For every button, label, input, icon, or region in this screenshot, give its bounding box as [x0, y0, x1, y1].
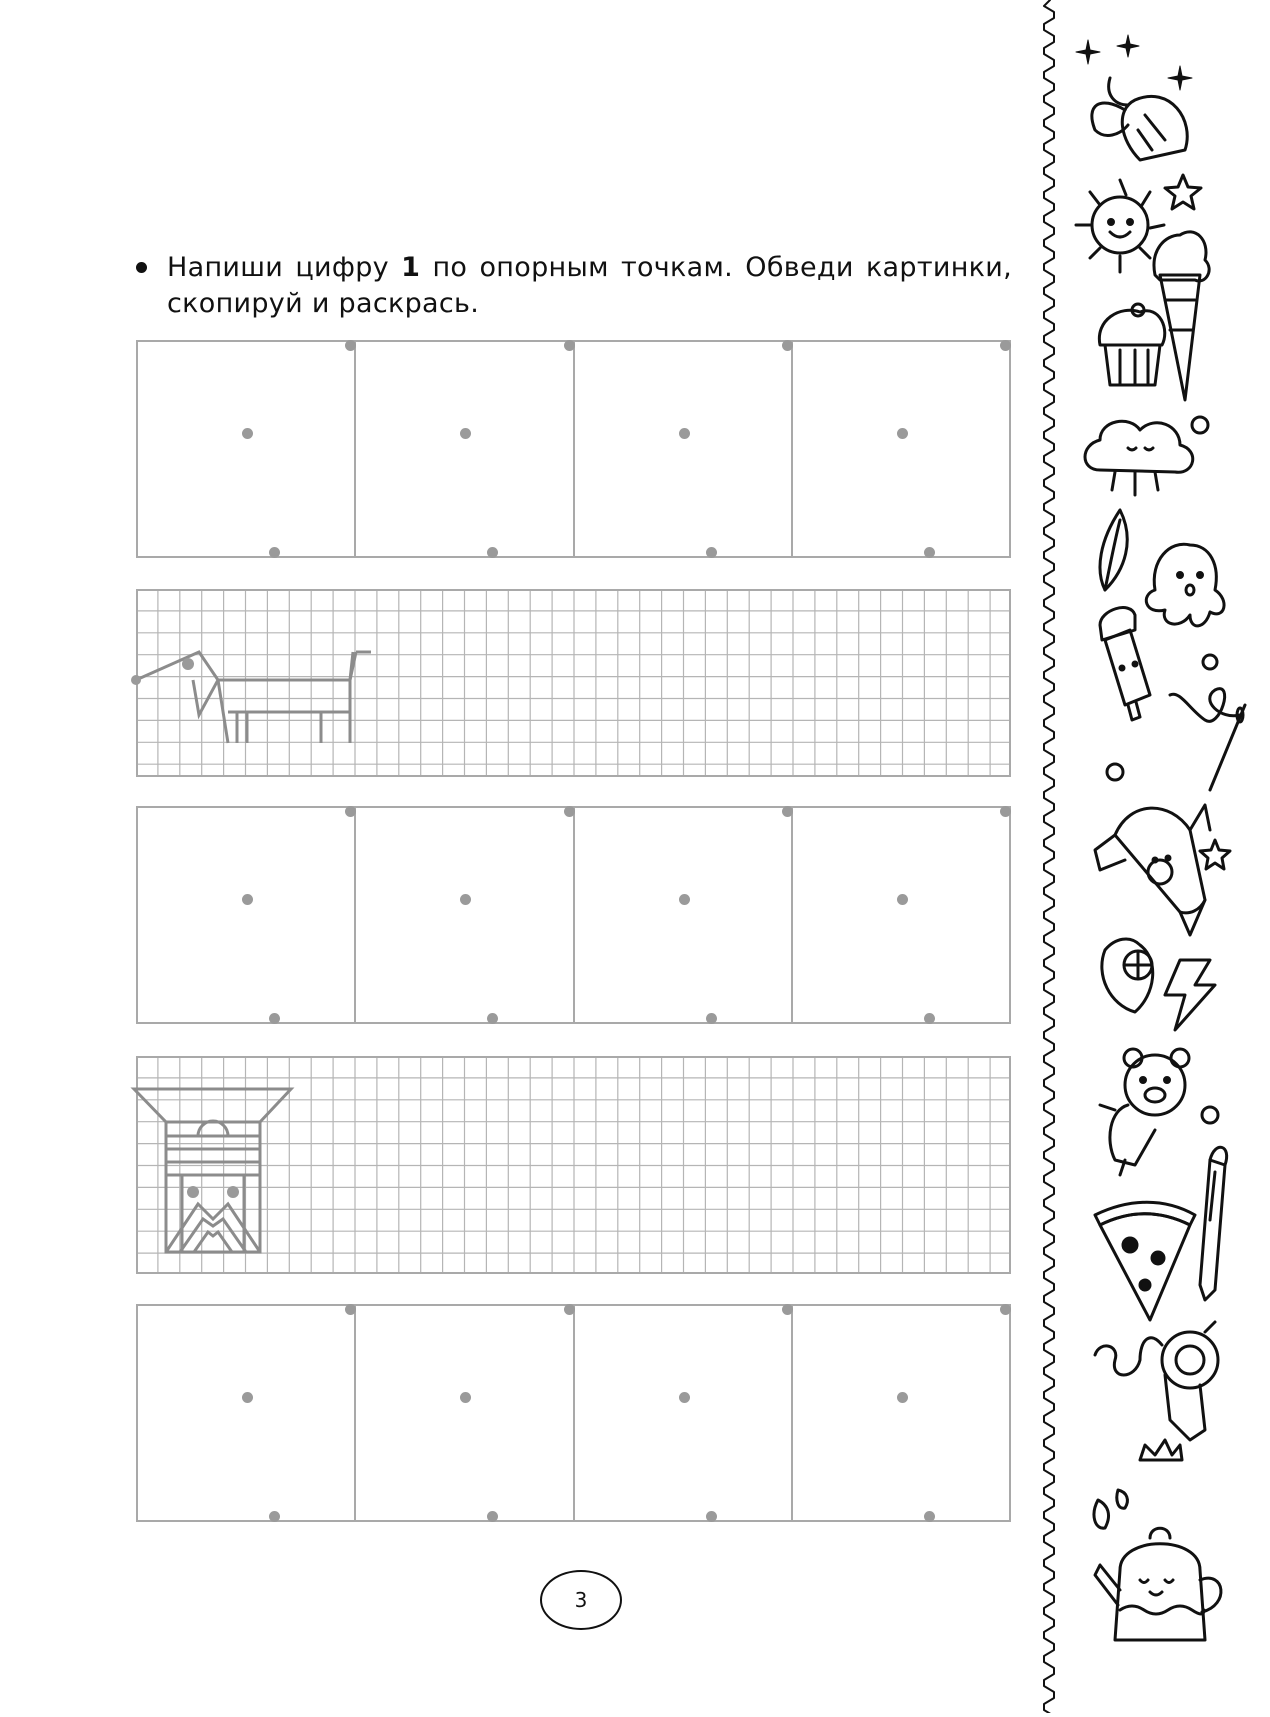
dog-eye	[182, 658, 194, 670]
lightning-icon	[1165, 960, 1215, 1030]
guide-dot	[897, 894, 908, 905]
man-eye-left	[187, 1186, 199, 1198]
beet-icon	[1092, 78, 1187, 160]
handwriting-cell[interactable]	[356, 808, 574, 1022]
guide-dot	[924, 547, 935, 558]
guide-dot	[269, 1511, 280, 1522]
crown-icon	[1140, 1440, 1182, 1460]
zigzag-border	[1044, 0, 1054, 1713]
star-icon	[1200, 840, 1230, 869]
rocket-icon	[1095, 805, 1210, 935]
guide-dot	[460, 1392, 471, 1403]
guide-dot	[564, 1304, 575, 1315]
handwriting-cell[interactable]	[575, 1306, 793, 1520]
guide-dot	[242, 894, 253, 905]
guide-dot	[487, 1511, 498, 1522]
guide-dot	[345, 1304, 356, 1315]
cloud-icon	[1085, 417, 1208, 495]
guide-dot	[897, 1392, 908, 1403]
guide-dot	[679, 1392, 690, 1403]
guide-dot	[782, 806, 793, 817]
guide-dot	[345, 340, 356, 351]
guide-dot	[679, 428, 690, 439]
instruction-text: Напиши цифру 1 по опорным точкам. Обведи картинки, скопируй и раскрась.	[167, 252, 1012, 319]
instruction	[136, 250, 1012, 322]
guide-dot	[460, 428, 471, 439]
guide-dot	[782, 1304, 793, 1315]
drops-icon	[1094, 1490, 1127, 1528]
guide-dot	[1000, 1304, 1011, 1315]
sun-icon	[1076, 180, 1164, 272]
digit-highlight: 1	[401, 252, 421, 283]
leaf-icon	[1100, 510, 1127, 590]
handwriting-cells-row-3[interactable]	[136, 1304, 1011, 1522]
octopus-icon	[1146, 544, 1224, 626]
handwriting-cell[interactable]	[356, 1306, 574, 1520]
lemon-icon	[1102, 939, 1153, 1012]
guide-dot	[269, 547, 280, 558]
bullet-point	[136, 262, 147, 273]
guide-dot	[706, 1013, 717, 1024]
guide-dot	[487, 547, 498, 558]
man-eye-right	[227, 1186, 239, 1198]
guide-dot	[345, 806, 356, 817]
guide-dot	[1000, 340, 1011, 351]
dog-drawing	[136, 652, 371, 743]
page-number: 3	[540, 1570, 622, 1630]
guide-dot	[242, 428, 253, 439]
guide-dot	[487, 1013, 498, 1024]
handwriting-cell[interactable]	[138, 342, 356, 556]
ice-cream-icon	[1154, 232, 1209, 400]
copy-grid-man[interactable]	[136, 1056, 1011, 1274]
guide-dot	[564, 806, 575, 817]
handwriting-cell[interactable]	[793, 1306, 1009, 1520]
guide-dot	[924, 1013, 935, 1024]
handwriting-cell[interactable]	[138, 808, 356, 1022]
guide-dot	[924, 1511, 935, 1522]
guide-dot	[269, 1013, 280, 1024]
teddy-bear-icon	[1100, 1049, 1218, 1175]
needle-thread-icon	[1107, 655, 1245, 790]
handwriting-cells-row-1[interactable]	[136, 340, 1011, 558]
guide-dot	[706, 547, 717, 558]
sparkle-icon	[1076, 35, 1192, 90]
handwriting-cells-row-2[interactable]	[136, 806, 1011, 1024]
handwriting-cell[interactable]	[793, 808, 1009, 1022]
guide-dot	[782, 340, 793, 351]
guide-dot	[564, 340, 575, 351]
cupcake-icon	[1099, 304, 1164, 385]
handwriting-cell[interactable]	[138, 1306, 356, 1520]
dog-nose	[131, 675, 141, 685]
guide-dot	[1000, 806, 1011, 817]
grid-paper	[136, 589, 1011, 777]
guide-dot	[897, 428, 908, 439]
guide-dot	[706, 1511, 717, 1522]
handwriting-cell[interactable]	[356, 342, 574, 556]
guide-dot	[242, 1392, 253, 1403]
paint-tube-icon	[1100, 608, 1150, 720]
copy-grid-dog[interactable]	[136, 589, 1011, 807]
grid-paper	[136, 1056, 1011, 1274]
pen-icon	[1200, 1147, 1227, 1300]
decorative-margin	[1040, 0, 1270, 1713]
guide-dot	[679, 894, 690, 905]
hair-dryer-icon	[1095, 1322, 1218, 1440]
handwriting-cell[interactable]	[793, 342, 1009, 556]
star-icon	[1165, 175, 1201, 209]
pizza-icon	[1095, 1202, 1195, 1320]
guide-dot	[460, 894, 471, 905]
handwriting-cell[interactable]	[575, 808, 793, 1022]
handwriting-cell[interactable]	[575, 342, 793, 556]
teapot-icon	[1095, 1528, 1221, 1640]
